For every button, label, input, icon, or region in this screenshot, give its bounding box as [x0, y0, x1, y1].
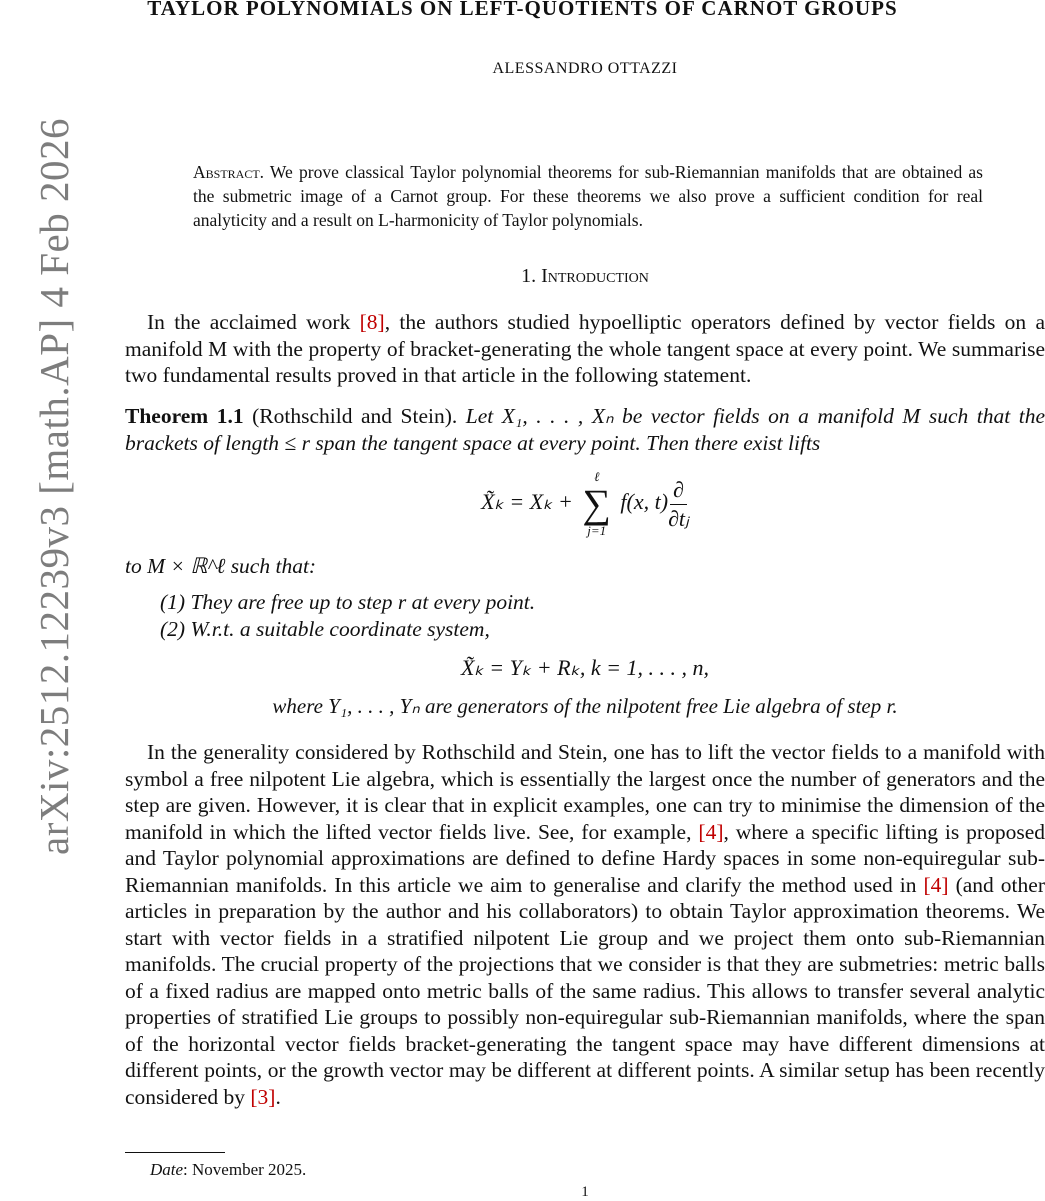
citation-link[interactable]: [4] [923, 872, 949, 897]
sum-upper: ℓ [593, 469, 600, 484]
sum-lower: j=1 [587, 523, 607, 538]
theorem-attribution: (Rothschild and Stein). [252, 404, 458, 428]
equation-decomposition: X̃ₖ = Yₖ + Rₖ, k = 1, . . . , n, [460, 655, 709, 680]
theorem-item-2: (2) W.r.t. a suitable coordinate system, [160, 617, 490, 641]
theorem-after-equation: to M × ℝ^ℓ such that: [125, 554, 317, 578]
theorem-text: Let X₁, . . . , Xₙ be vector fields on a manifold M such that the brackets of length ≤ r span the tangent space at every point. Then there exist lifts [125, 404, 1045, 455]
summation [582, 470, 611, 538]
theorem-where-clause: where Y₁, . . . , Yₙ are generators of the nilpotent free Lie algebra of step r. [272, 694, 898, 718]
para2-text-c: (and other articles in preparation by the author and his collaborators) to obtain Taylor approximation theorems. We start with vector fields in a stratified nilpotent Lie group and we project them onto sub-Riemannian manifolds. The crucial property of the projections that we consider is that they are submetries: metric balls of a fixed radius are mapped onto metric balls of the same radius. This allows to transfer several analytic properties of stratified Lie groups to possibly non-equiregular sub-Riemannian manifolds, where the span of the horizontal vector fields bracket-generating the tangent space may have different dimensions at different points, or the growth vector may be different at different points. A similar setup has been recently considered by [125, 872, 1045, 1109]
theorem-statement [125, 403, 1045, 456]
intro-text-b: , the authors studied hypoelliptic operators defined by vector fields on a manifold M with the property of bracket-generating the whole tangent space at every point. We summarise two fundamental results proved in that article in the following statement. [125, 310, 1045, 387]
footnote-label: Date [150, 1160, 184, 1179]
fraction-denominator: ∂tⱼ [668, 505, 689, 531]
citation-link[interactable]: [8] [359, 310, 385, 334]
paper-author: ALESSANDRO OTTAZZI [492, 60, 678, 77]
equation-rhs: f(x, t) [620, 489, 669, 515]
page-number: 1 [581, 1184, 589, 1200]
para2-text-a: In the generality considered by Rothschild and Stein, one has to lift the vector fields to a manifold with symbol a free nilpotent Lie algebra, which is essentially the largest once the number of generators and the step are given. However, it is clear that in explicit examples, one can try to minimise the dimension of the manifold in which the lifted vector fields live. See, for example, [125, 740, 1045, 844]
equation-lhs: X̃ₖ = Xₖ + [481, 489, 573, 515]
intro-paragraph [125, 309, 1045, 389]
fraction-numerator: ∂ [670, 476, 687, 505]
citation-link[interactable]: [4] [698, 819, 724, 844]
theorem-item-1: (1) They are free up to step r at every point. [160, 590, 536, 614]
abstract [193, 160, 983, 232]
arxiv-stamp: arXiv:2512.12239v3 [math.AP] 4 Feb 2026 [31, 118, 77, 855]
footnote-text: : November 2025. [183, 1160, 307, 1179]
theorem-head: Theorem 1.1 [125, 404, 244, 428]
citation-link[interactable]: [3] [250, 1084, 276, 1109]
footnote-divider [125, 1152, 225, 1153]
paper-title: TAYLOR POLYNOMIALS ON LEFT-QUOTIENTS OF CARNOT GROUPS [147, 0, 898, 20]
partial-fraction [668, 476, 689, 533]
abstract-label: Abstract. [193, 162, 265, 182]
abstract-text: We prove classical Taylor polynomial theorems for sub-Riemannian manifolds that are obtained as the submetric image of a Carnot group. For these theorems we also prove a sufficient condition for real analyticity and a result on L-harmonicity of Taylor polynomials. [193, 162, 983, 230]
equation-lift [125, 470, 1045, 538]
para2-text-d: . [275, 1084, 281, 1109]
section-heading [0, 265, 1045, 288]
para2-text-b: , where a specific lifting is proposed and Taylor polynomial approximations are defined to define Hardy spaces in some non-equiregular sub-Riemannian manifolds. In this article we aim to generalise and clarify the method used in [125, 819, 1045, 897]
sigma-symbol: ∑ [582, 481, 611, 526]
body-paragraph-2 [125, 739, 1045, 1110]
intro-text-a: In the acclaimed work [147, 310, 360, 334]
section-number: 1. [521, 265, 537, 287]
footnote-date [150, 1160, 306, 1180]
section-title: Introduction [541, 265, 649, 287]
